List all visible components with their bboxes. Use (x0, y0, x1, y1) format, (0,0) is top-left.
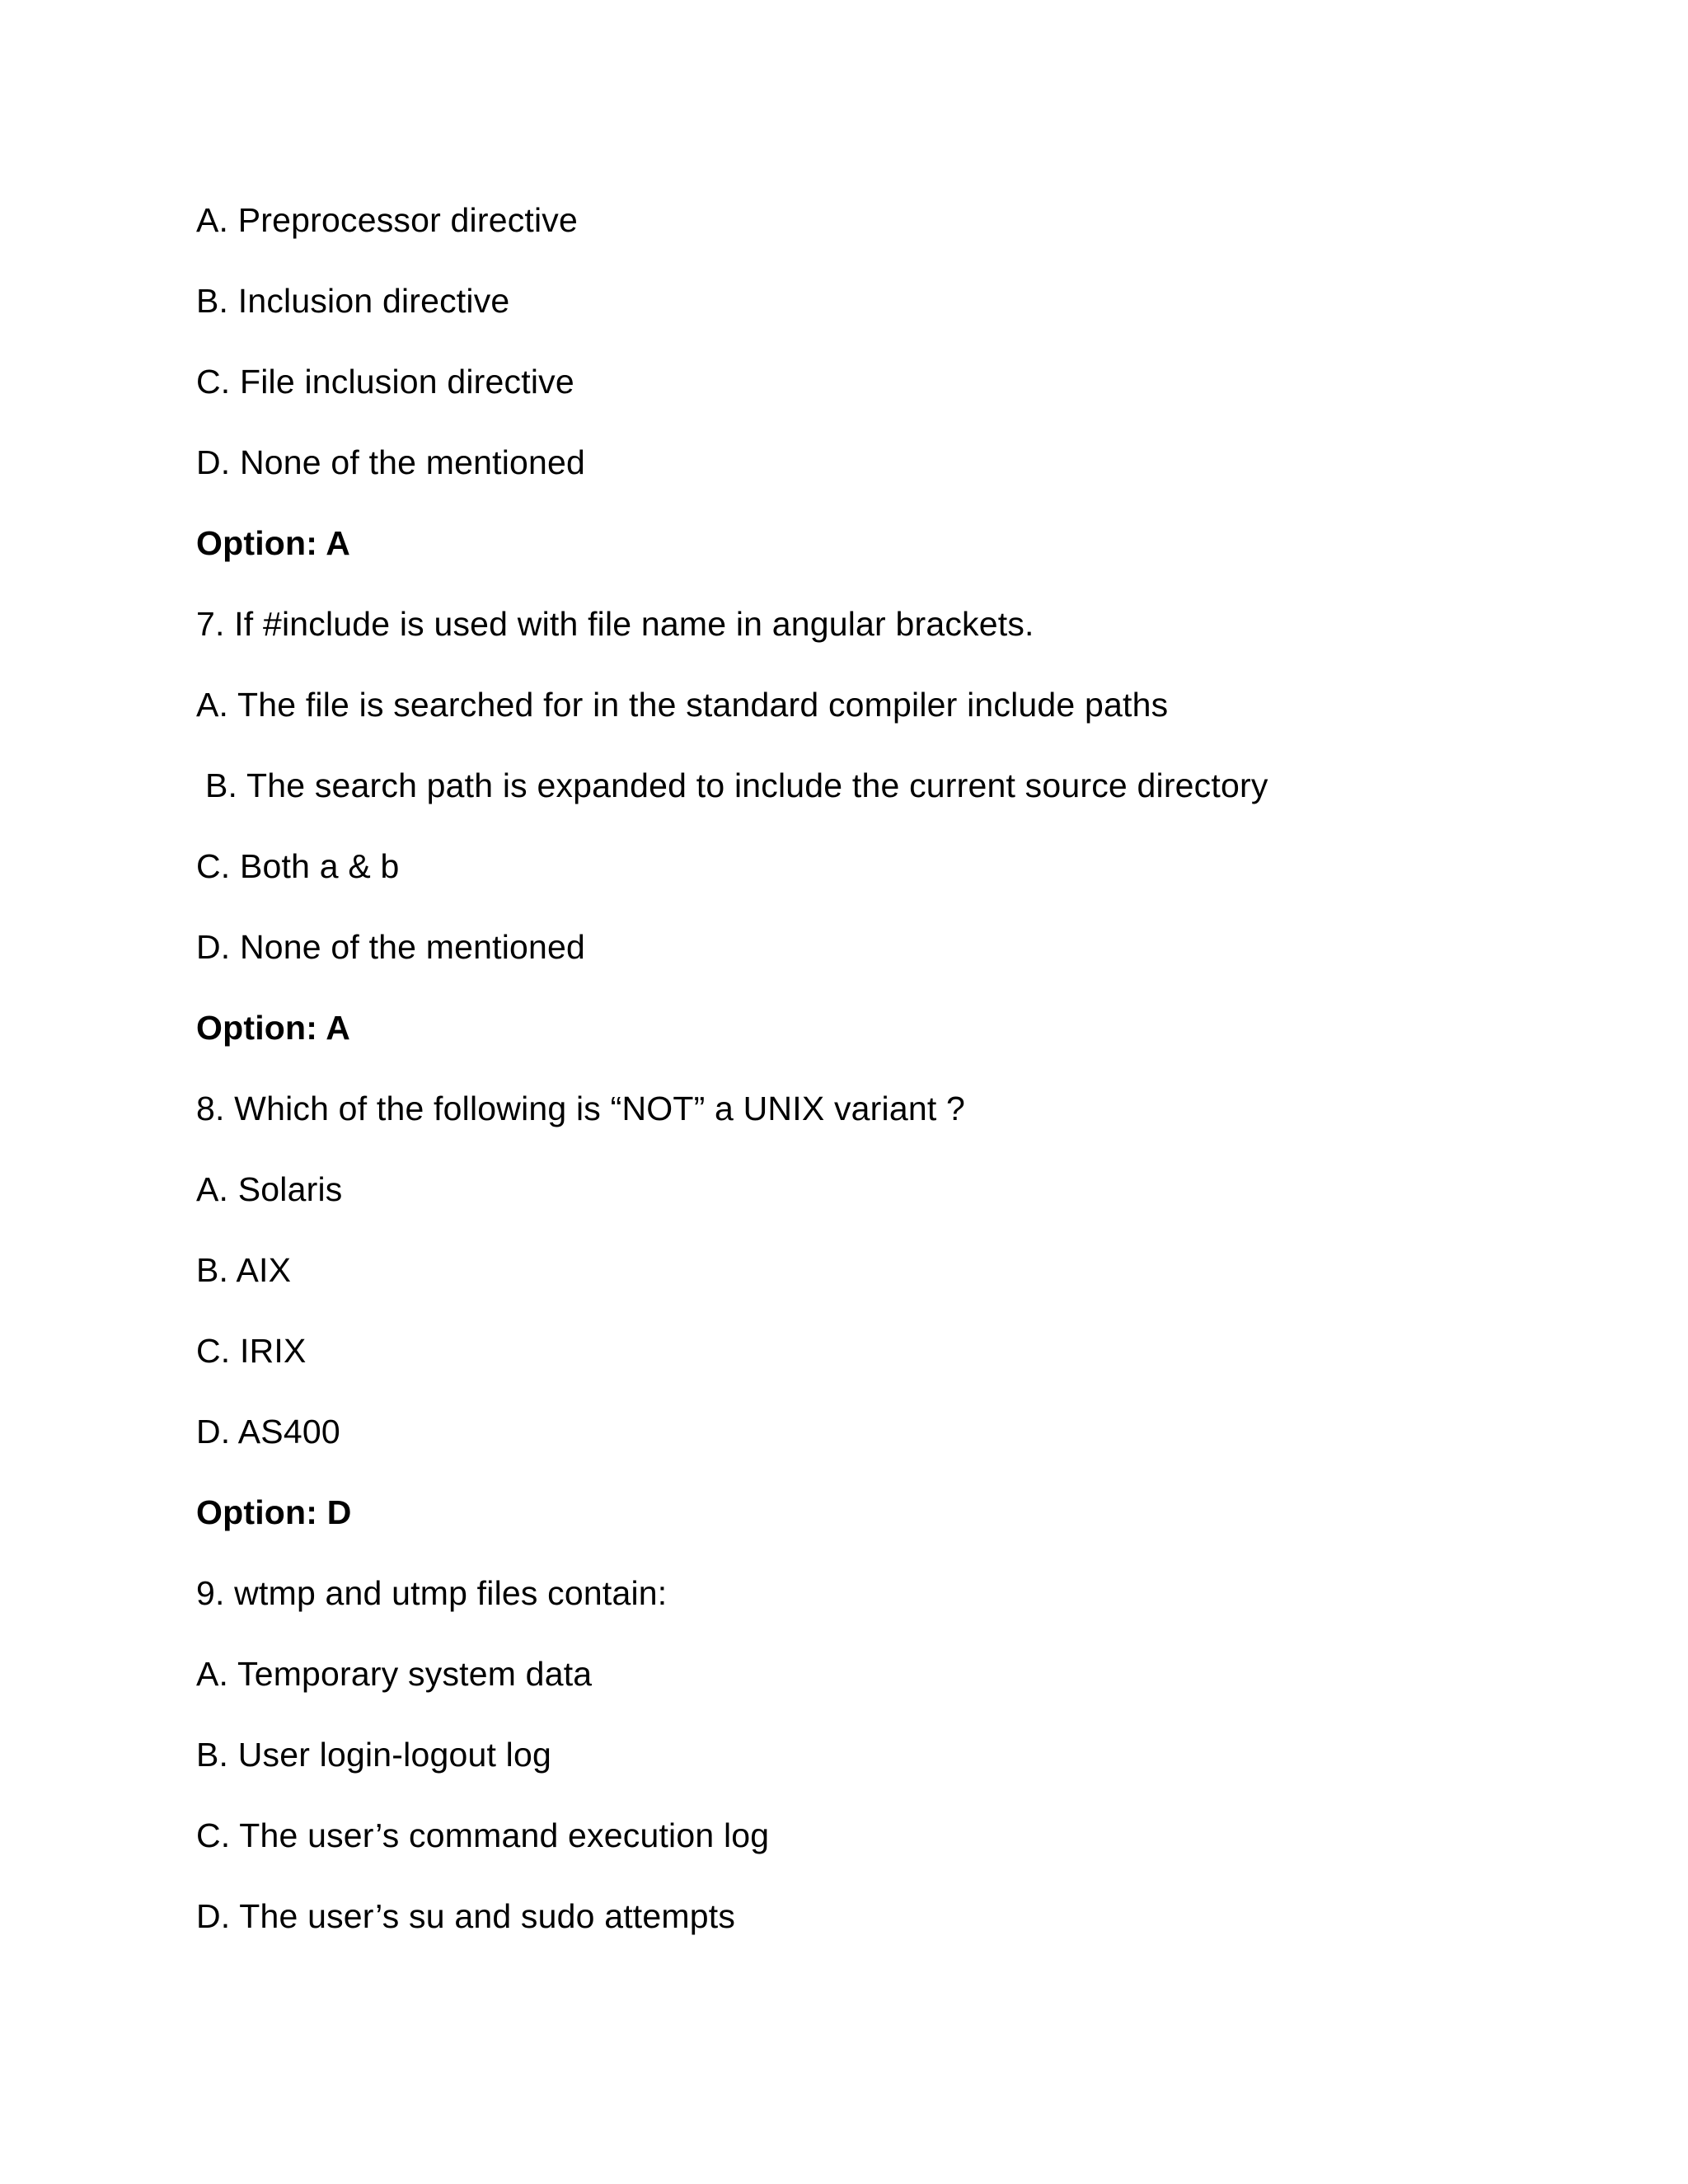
q7-option-a: A. The file is searched for in the standard compiler include paths (196, 686, 1169, 724)
q7-option-b: B. The search path is expanded to include the current source directory (205, 766, 1268, 804)
q8-answer: Option: D (196, 1493, 352, 1531)
q8-option-a: A. Solaris (196, 1170, 343, 1208)
q9-option-d: D. The user’s su and sudo attempts (196, 1897, 736, 1935)
q9-option-c: C. The user’s command execution log (196, 1816, 770, 1854)
q7-option-d: D. None of the mentioned (196, 928, 586, 966)
q6-option-c: C. File inclusion directive (196, 363, 574, 401)
q9-option-b: B. User login-logout log (196, 1736, 551, 1774)
q6-option-d: D. None of the mentioned (196, 443, 586, 481)
q6-option-b: B. Inclusion directive (196, 282, 510, 320)
q7-option-c: C. Both a & b (196, 847, 400, 885)
q7-question: 7. If #include is used with file name in angular brackets. (196, 605, 1034, 643)
q7-answer: Option: A (196, 1009, 351, 1047)
q8-option-b: B. AIX (196, 1251, 292, 1289)
q8-option-d: D. AS400 (196, 1413, 340, 1451)
q8-question: 8. Which of the following is “NOT” a UNIX variant ? (196, 1090, 966, 1127)
q8-option-c: C. IRIX (196, 1332, 307, 1370)
q6-option-a: A. Preprocessor directive (196, 201, 579, 239)
q6-answer: Option: A (196, 524, 351, 562)
q9-option-a: A. Temporary system data (196, 1655, 593, 1693)
q9-question: 9. wtmp and utmp files contain: (196, 1574, 668, 1612)
